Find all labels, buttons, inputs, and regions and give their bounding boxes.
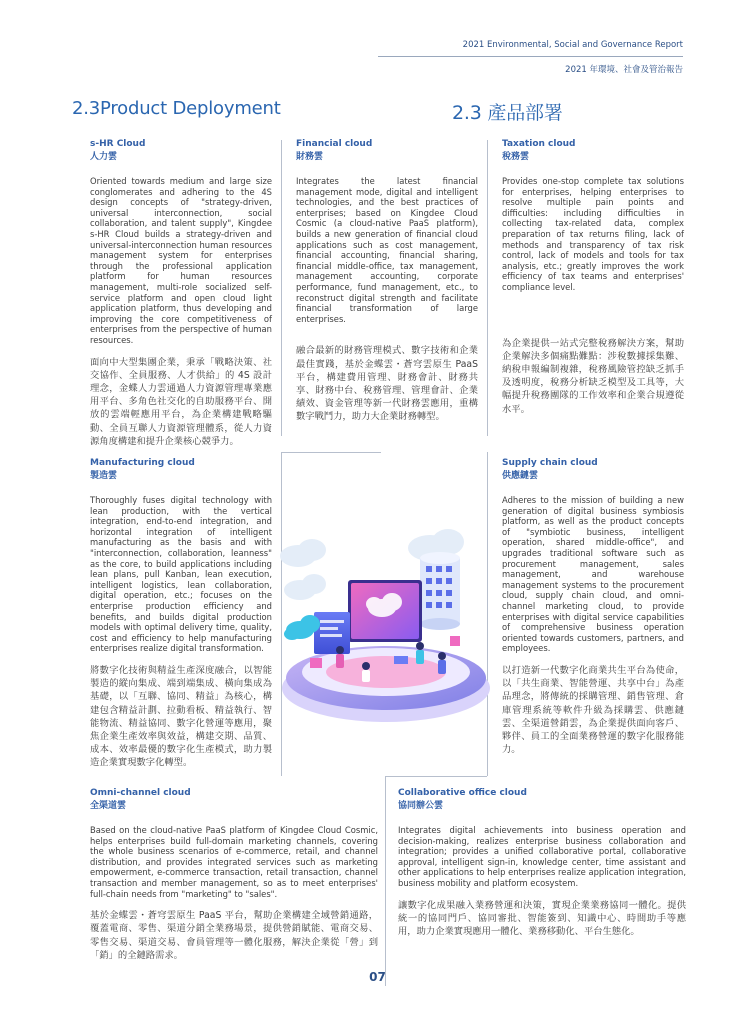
header-rule bbox=[378, 56, 683, 57]
frame-line bbox=[385, 776, 487, 777]
hr-cloud-title-zh: 人力雲 bbox=[90, 152, 118, 162]
section-title-en: 2.3Product Deployment bbox=[72, 98, 281, 119]
hr-cloud-body-en: Oriented towards medium and large size conglomerates and adhering to the 4S design concepts of "strategy-driven, universal interconnection, social collaboration, and talent supply", Kingdee s-HR Cloud builds a strategy-driven and universal-interconnection human resources management system for enterprises through the professional application platform for human resources management, multi-role socialized self-service platform and open cloud light application platform, thus developing and improving the core competitiveness of enterprises from the perspective of human resources. bbox=[90, 176, 272, 345]
collaborative-cloud-section bbox=[398, 787, 686, 938]
supply-chain-cloud-body-en: Adheres to the mission of building a new generation of digital business symbiosis platform, as well as the product concepts of "symbiotic business, intelligent operation, shared middle-office", and upgrades traditional software such as procurement management, sales management, and warehouse management systems to the procurement cloud, supply chain cloud, and omni-channel marketing cloud, to provide enterprises with digital service capabilities of comprehensive business operation oriented towards customers, partners, and employees. bbox=[502, 495, 684, 654]
report-title-en: 2021 Environmental, Social and Governance Report bbox=[462, 40, 683, 50]
column-divider bbox=[281, 140, 282, 436]
supply-chain-cloud-title-en: Supply chain cloud bbox=[502, 458, 598, 468]
manufacturing-cloud-body-en: Thoroughly fuses digital technology with lean production, with the vertical integration, end-to-end integration, and horizontal integration of intelligent manufacturing as the basis and with "interconnection, collaboration, leanness" as the core, to build applications including lean plans, pull Kanban, lean execution, intelligent logistics, lean collaboration, digital operation, etc.; focuses on the enterprise production efficiency and benefits, and builds digital production models with optimal delivery time, quality, cost and efficiency to help manufacturing enterprises realize digital transformation. bbox=[90, 495, 272, 654]
hr-cloud-body-zh: 面向中大型集團企業，秉承「戰略決策、社交協作、全員服務、人才供給」的 4S 設計理念，金蝶人力雲通過人力資源管理專業應用平台、多角色社交化的自助服務平台、開放的雲端輕應用平台，為企業構建戰略驅動、全員互聯人力資源管理體系，從人力資源角度構建和提升企業核心競爭力。 bbox=[90, 356, 272, 447]
manufacturing-cloud-body-zh: 將數字化技術與精益生產深度融合，以智能製造的縱向集成、端到端集成、橫向集成為基礎，以「互聯、協同、精益」為核心，構建包含精益計劃、拉動看板、精益執行、智能物流、精益協同、數字化營運等應用，聚焦企業生產效率與效益，構建交期、品質、成本、效率最優的數字化生產模式，助力製造企業實現數字化轉型。 bbox=[90, 664, 272, 769]
frame-line bbox=[281, 452, 381, 453]
taxation-cloud-body-zh: 為企業提供一站式完整稅務解決方案，幫助企業解決多個痛點難點：涉稅數據採集難、納稅申報編制複雜，稅務風險管控缺乏抓手及透明度，稅務分析缺乏模型及工具等，大幅提升稅務團隊的工作效率和企業合規遵從水平。 bbox=[502, 337, 684, 415]
omni-channel-cloud-body-en: Based on the cloud-native PaaS platform of Kingdee Cloud Cosmic, helps enterprises build full-domain marketing channels, covering the whole business scenarios of e-commerce, retail, and channel distribution, and provides integrated services such as marketing empowerment, e-commerce transaction, retail transaction, channel transaction and member management, so as to meet enterprises' full-chain needs from "marketing" to "sales". bbox=[90, 825, 378, 899]
taxation-cloud-title-zh: 稅務雲 bbox=[502, 152, 530, 162]
taxation-cloud-body-en: Provides one-stop complete tax solutions for enterprises, helping enterprises to resolve multiple pain points and difficulties: including difficulties in collecting tax-related data, complex preparation of tax returns filing, lack of methods and transparency of tax risk control, lack of models and tools for tax analysis, etc.; greatly improves the work efficiency of tax teams and enterprises' compliance level. bbox=[502, 176, 684, 292]
collaborative-cloud-title-en: Collaborative office cloud bbox=[398, 788, 527, 798]
collaborative-cloud-title-zh: 協同辦公雲 bbox=[398, 801, 444, 811]
collaborative-cloud-body-zh: 讓數字化成果融入業務營運和決策，實現企業業務協同一體化。提供統一的協同門戶、協同審批、智能簽到、知識中心、時間助手等應用，助力企業實現應用一體化、業務移動化、平台生態化。 bbox=[398, 899, 686, 937]
financial-cloud-title-zh: 財務雲 bbox=[296, 152, 324, 162]
frame-line bbox=[385, 776, 386, 986]
manufacturing-cloud-title-zh: 製造雲 bbox=[90, 471, 118, 481]
supply-chain-cloud-title-zh: 供應鏈雲 bbox=[502, 471, 539, 481]
taxation-cloud-section bbox=[502, 138, 684, 416]
hr-cloud-section bbox=[90, 138, 272, 448]
column-divider bbox=[487, 140, 488, 436]
collaborative-cloud-body-en: Integrates digital achievements into business operation and decision-making, realizes enterprise business collaboration and integration; provides a unified collaborative portal, collaborative approval, intelligent sign-in, knowledge center, time assistant and other applications to help enterprises realize application integration, business mobility and platform ecosystem. bbox=[398, 825, 686, 888]
supply-chain-cloud-body-zh: 以打造新一代數字化商業共生平台為使命，以「共生商業、智能營運、共享中台」為產品理念，將傳統的採購管理、銷售管理、倉庫管理系統等軟件升級為採購雲、供應鏈雲、全渠道營銷雲，為企業提供面向客戶、夥伴、員工的全面業務營運的數字化服務能力。 bbox=[502, 664, 684, 756]
omni-channel-cloud-title-en: Omni-channel cloud bbox=[90, 788, 191, 798]
financial-cloud-section bbox=[296, 138, 478, 424]
report-title-zh: 2021 年環境、社會及管治報告 bbox=[565, 65, 683, 75]
taxation-cloud-title-en: Taxation cloud bbox=[502, 139, 576, 149]
omni-channel-cloud-body-zh: 基於金蝶雲・蒼穹雲原生 PaaS 平台，幫助企業構建全域營銷通路，覆蓋電商、零售、渠道分銷全業務場景，提供營銷賦能、電商交易、零售交易、渠道交易、會員管理等一體化服務，解決企業從「營」到「銷」的全鏈路需求。 bbox=[90, 910, 378, 961]
page-number: 07 bbox=[369, 970, 386, 984]
omni-channel-cloud-section bbox=[90, 787, 378, 962]
section-title-zh: 2.3 產品部署 bbox=[452, 102, 563, 124]
financial-cloud-body-zh: 融合最新的財務管理模式、數字技術和企業最佳實踐，基於金蝶雲・蒼穹雲原生 PaaS 平台，構建費用管理、財務會計、財務共享、財務中台、稅務管理、管理會計、企業績效、資金管理等新一代財務雲應用，重構數字戰鬥力，助力大企業財務轉型。 bbox=[296, 345, 478, 423]
financial-cloud-title-en: Financial cloud bbox=[296, 139, 373, 149]
manufacturing-cloud-title-en: Manufacturing cloud bbox=[90, 458, 195, 468]
hr-cloud-title-en: s-HR Cloud bbox=[90, 139, 146, 149]
manufacturing-cloud-section bbox=[90, 457, 272, 770]
cloud-computing-illustration bbox=[270, 518, 502, 730]
supply-chain-cloud-section bbox=[502, 457, 684, 756]
financial-cloud-body-en: Integrates the latest financial management mode, digital and intelligent technologies, and the best practices of enterprises; based on Kingdee Cloud Cosmic (a cloud-native PaaS platform), builds a new generation of financial cloud applications such as cost management, financial accounting, financial sharing, financial middle-office, tax management, management accounting, corporate performance, fund management, etc., to reconstruct digital strength and facilitate financial transformation of large enterprises. bbox=[296, 176, 478, 324]
omni-channel-cloud-title-zh: 全渠道雲 bbox=[90, 801, 127, 811]
